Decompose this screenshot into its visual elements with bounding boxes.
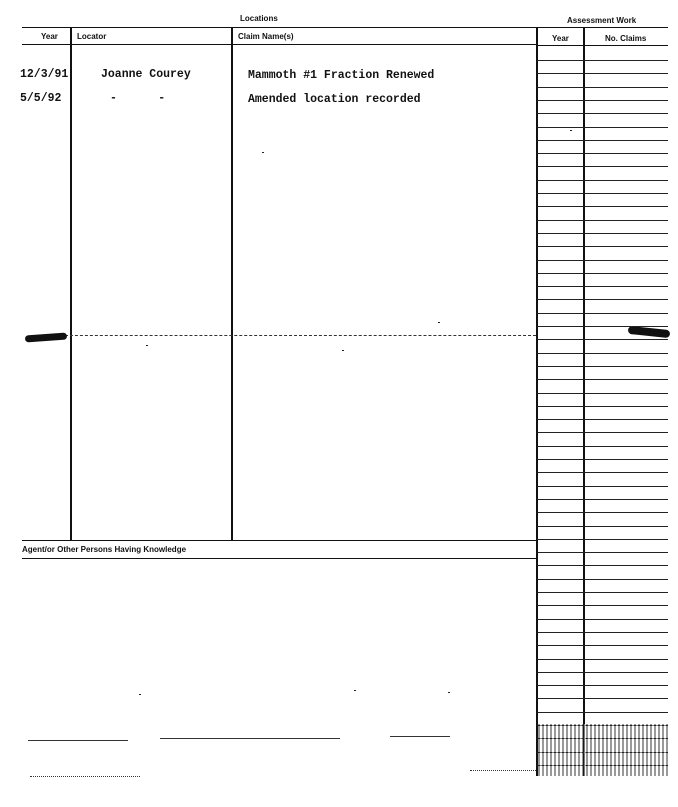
entry-1-year: 12/3/91 — [20, 68, 69, 81]
speck — [342, 350, 344, 351]
assessment-rule-line — [537, 100, 668, 101]
assessment-rule-line — [537, 193, 668, 194]
assessment-rule-line — [537, 299, 668, 300]
scan-noise — [28, 740, 128, 741]
assessment-rule-line — [537, 339, 668, 340]
agent-section-header: Agent/or Other Persons Having Knowledge — [22, 545, 187, 554]
entry-2-year: 5/5/92 — [20, 92, 62, 105]
speck — [139, 694, 141, 695]
assessment-rule-line — [537, 499, 668, 500]
fold-line — [60, 335, 536, 337]
scan-noise — [160, 738, 340, 739]
year-locator-divider — [70, 28, 72, 540]
assessment-rule-line — [537, 619, 668, 620]
scan-noise — [30, 776, 140, 778]
entry-2-locator: - - — [110, 92, 166, 105]
assessment-rule-line — [537, 579, 668, 580]
assessment-rule-line — [537, 605, 668, 606]
assessment-rule-line — [537, 286, 668, 287]
assessment-rule-line — [537, 220, 668, 221]
assessment-rule-line — [537, 393, 668, 394]
assessment-rule-line — [537, 672, 668, 673]
assessment-rule-line — [537, 526, 668, 527]
assessment-rule-line — [537, 552, 668, 553]
assessment-rule-line — [537, 353, 668, 354]
assessment-rule-line — [537, 326, 668, 327]
assessment-rule-line — [537, 313, 668, 314]
header-bottom-rule — [22, 44, 537, 45]
assessment-year-column-header: Year — [552, 34, 569, 43]
assessment-rule-line — [537, 127, 668, 128]
locations-header: Locations — [240, 14, 278, 23]
speck — [146, 345, 148, 346]
assessment-rule-line — [537, 366, 668, 367]
assessment-rule-line — [537, 592, 668, 593]
year-column-header: Year — [41, 32, 58, 41]
entry-2-claim: Amended location recorded — [248, 93, 421, 106]
assessment-rule-line — [537, 565, 668, 566]
assessment-rule-line — [537, 685, 668, 686]
left-tab-mark — [25, 333, 67, 343]
assessment-rule-line — [537, 60, 668, 61]
scan-noise — [390, 736, 450, 737]
assessment-rule-line — [537, 446, 668, 447]
assessment-rule-line — [537, 153, 668, 154]
right-tab-mark — [628, 326, 671, 338]
header-top-rule — [22, 27, 668, 28]
locator-claim-divider — [231, 28, 233, 540]
locator-column-header: Locator — [77, 32, 107, 41]
agent-header-bottom-rule — [22, 558, 537, 559]
assessment-rule-line — [537, 432, 668, 433]
speck — [448, 692, 450, 693]
speck — [570, 130, 572, 131]
assessment-rule-line — [537, 260, 668, 261]
assessment-rule-line — [537, 645, 668, 646]
assessment-rule-line — [537, 166, 668, 167]
assessment-rule-line — [537, 659, 668, 660]
assessment-rule-line — [537, 512, 668, 513]
assessment-work-header: Assessment Work — [567, 16, 637, 25]
assessment-rule-line — [537, 419, 668, 420]
speck — [354, 690, 356, 691]
claim-names-column-header: Claim Name(s) — [238, 32, 294, 41]
assessment-rule-line — [537, 246, 668, 247]
assessment-claims-column-header: No. Claims — [605, 34, 647, 43]
assessment-rule-line — [537, 539, 668, 540]
assessment-header-bottom-rule — [537, 45, 668, 46]
assessment-rule-line — [537, 406, 668, 407]
assessment-rule-line — [537, 140, 668, 141]
assessment-rule-line — [537, 180, 668, 181]
assessment-rule-line — [537, 73, 668, 74]
assessment-rule-line — [537, 273, 668, 274]
assessment-rule-line — [537, 459, 668, 460]
speck — [262, 152, 264, 153]
locations-bottom-rule — [22, 540, 537, 541]
assessment-rule-line — [537, 113, 668, 114]
assessment-rule-line — [537, 233, 668, 234]
entry-1-locator: Joanne Courey — [101, 68, 191, 81]
assessment-rule-line — [537, 698, 668, 699]
scan-noise-block — [538, 724, 668, 776]
assessment-rule-line — [537, 712, 668, 713]
assessment-rule-line — [537, 632, 668, 633]
speck — [438, 322, 440, 323]
assessment-rule-line — [537, 206, 668, 207]
scan-noise — [470, 770, 536, 772]
assessment-rule-line — [537, 486, 668, 487]
assessment-rule-line — [537, 472, 668, 473]
assessment-rule-line — [537, 87, 668, 88]
assessment-rule-line — [537, 379, 668, 380]
entry-1-claim: Mammoth #1 Fraction Renewed — [248, 69, 435, 82]
